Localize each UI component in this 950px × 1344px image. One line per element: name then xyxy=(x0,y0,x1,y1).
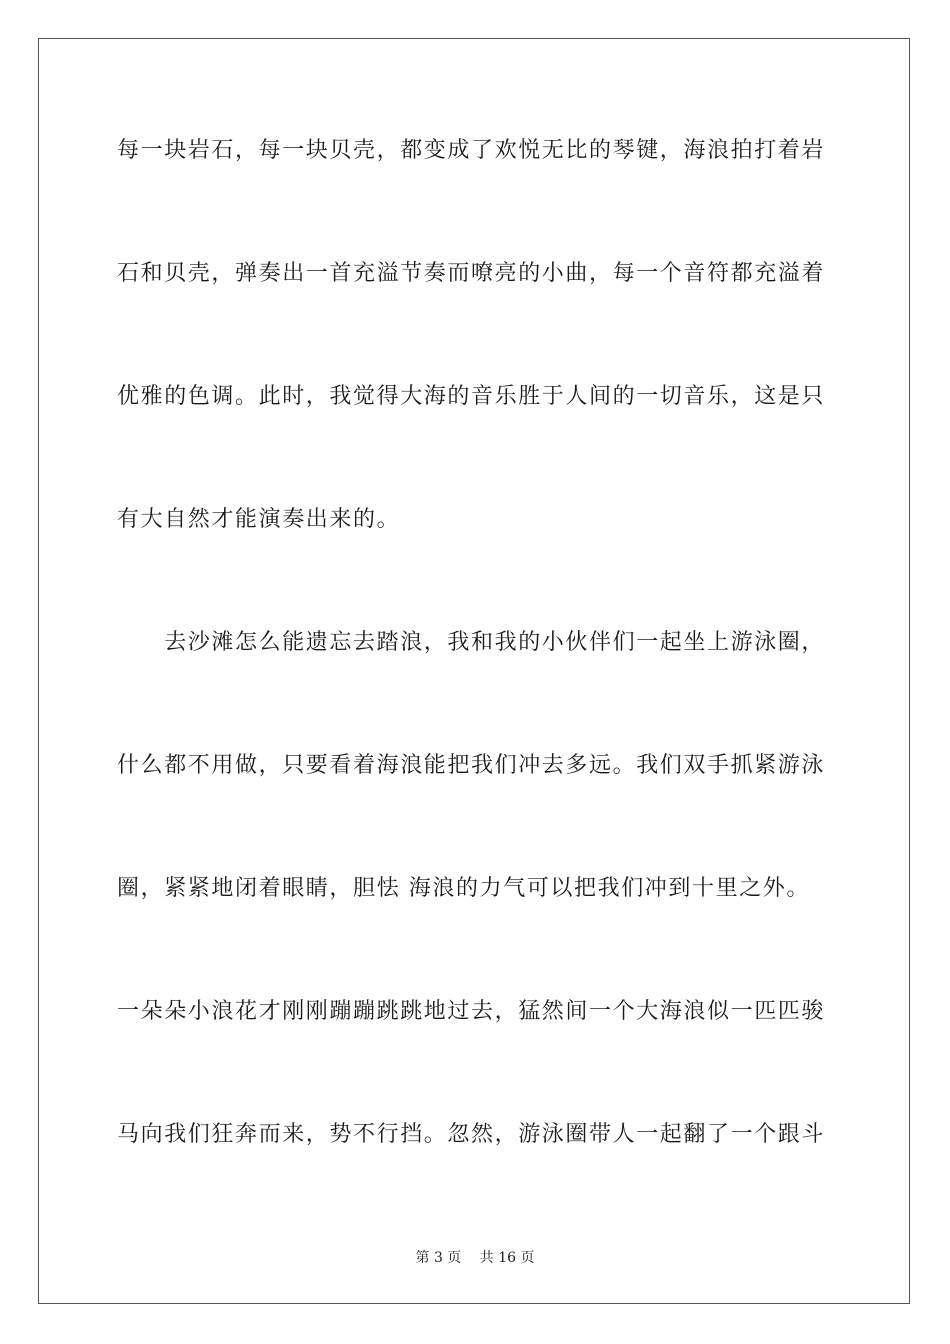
paragraph-line-9: 马向我们狂奔而来，势不行挡。忽然，游泳圈带人一起翻了一个跟斗 xyxy=(117,1122,826,1147)
page-number-footer: 第 3 页 共 16 页 xyxy=(415,1250,535,1266)
paragraph-line-1: 每一块岩石，每一块贝壳，都变成了欢悦无比的琴键，海浪拍打着岩 xyxy=(117,138,826,163)
paragraph-line-7: 圈，紧紧地闭着眼睛，胆怯 海浪的力气可以把我们冲到十里之外。 xyxy=(117,876,810,901)
paragraph-line-8: 一朵朵小浪花才刚刚蹦蹦跳跳地过去，猛然间一个大海浪似一匹匹骏 xyxy=(117,999,826,1024)
paragraph-line-3: 优雅的色调。此时，我觉得大海的音乐胜于人间的一切音乐，这是只 xyxy=(117,384,826,409)
paragraph-line-5: 去沙滩怎么能遗忘去踏浪，我和我的小伙伴们一起坐上游泳圈， xyxy=(117,630,826,655)
paragraph-line-2: 石和贝壳，弹奏出一首充溢节奏而嘹亮的小曲，每一个音符都充溢着 xyxy=(117,261,826,286)
paragraph-line-4: 有大自然才能演奏出来的。 xyxy=(117,507,401,532)
page-border xyxy=(38,38,910,1304)
paragraph-line-6: 什么都不用做，只要看着海浪能把我们冲去多远。我们双手抓紧游泳 xyxy=(117,753,826,778)
